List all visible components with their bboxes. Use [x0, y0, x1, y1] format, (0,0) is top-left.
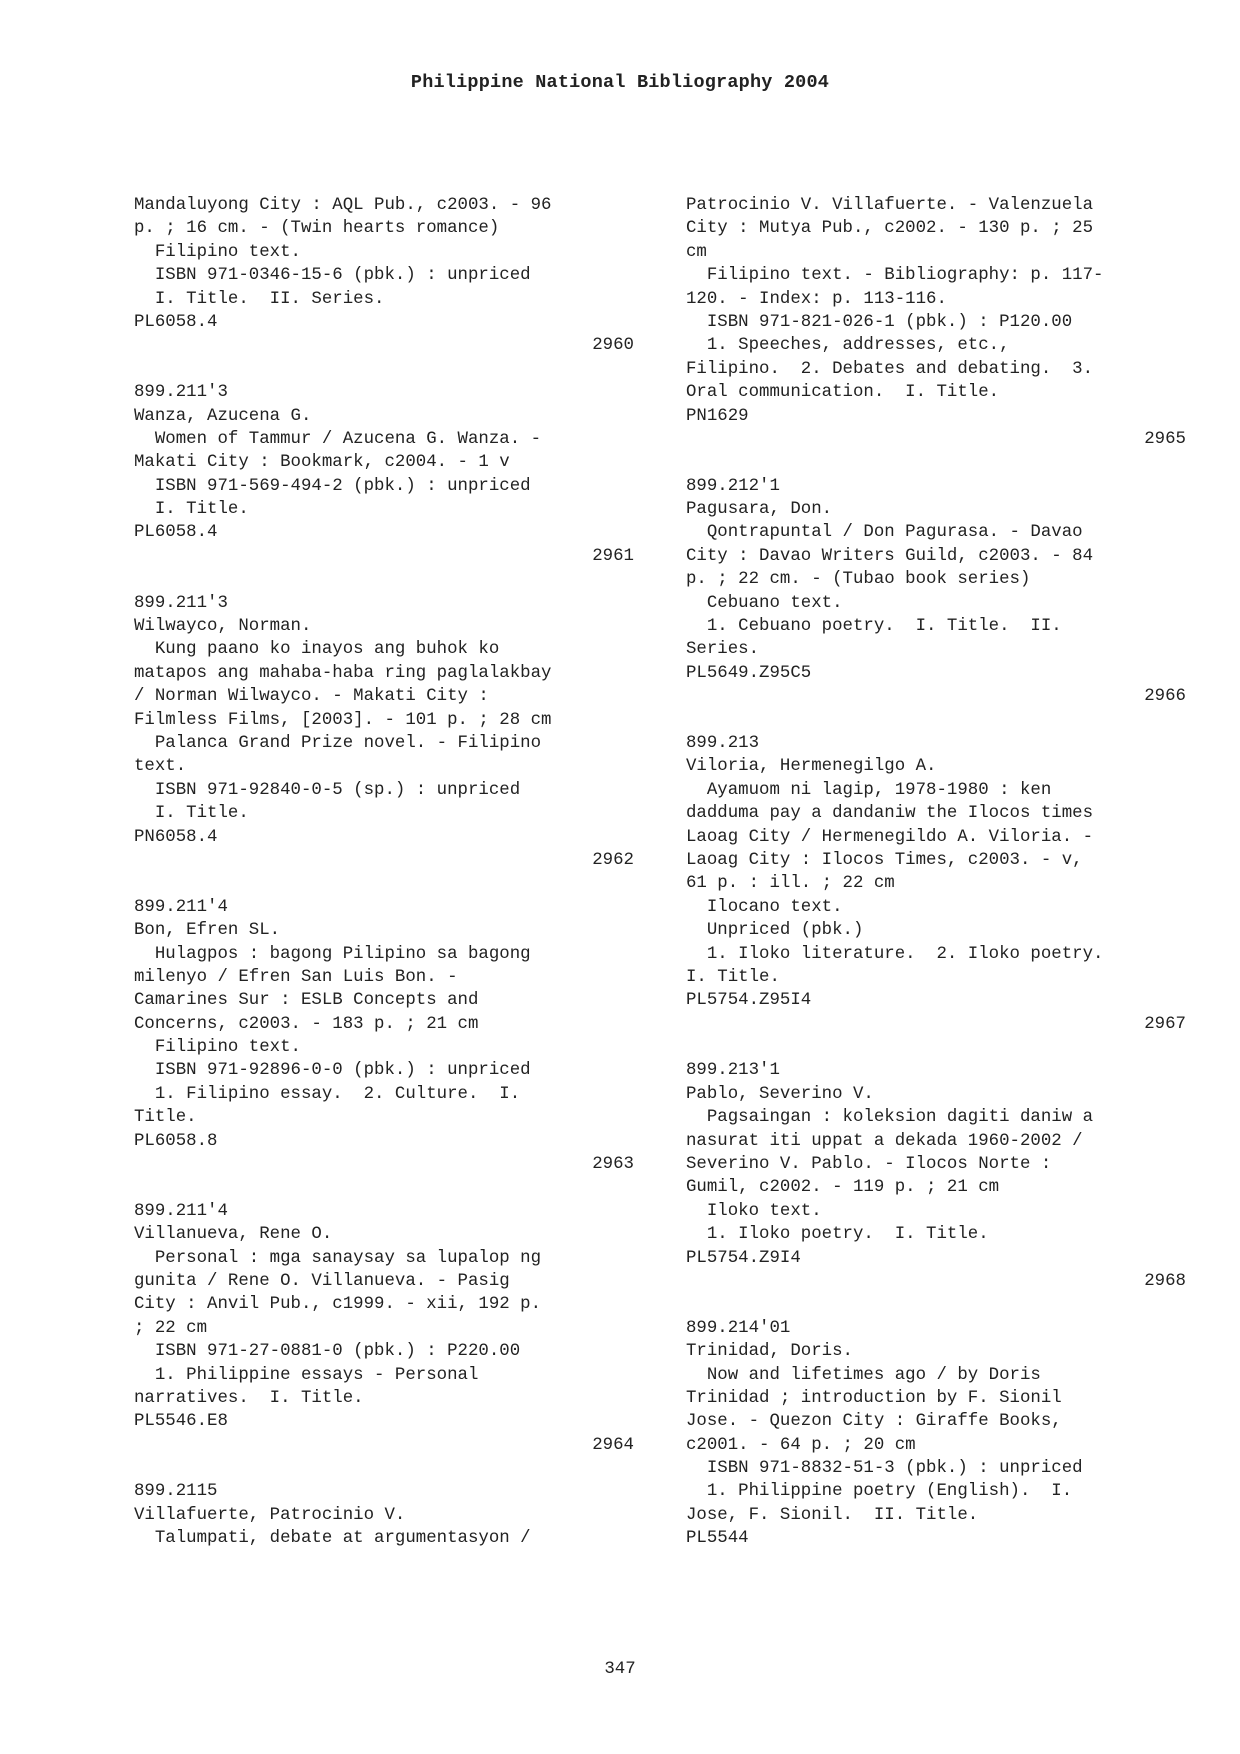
entry-line: text. — [134, 757, 187, 777]
entry-line: Ilocano text. — [686, 897, 843, 917]
entry-line: 1. Filipino essay. 2. Culture. I. — [134, 1084, 521, 1104]
entry-line: Wanza, Azucena G. — [134, 406, 312, 426]
entry-line: / Norman Wilwayco. - Makati City : — [134, 687, 489, 707]
entry-line: c2001. - 64 p. ; 20 cm — [686, 1435, 916, 1455]
entry-line: PL5649.Z95C5 — [686, 663, 812, 683]
entry-line: Filmless Films, [2003]. - 101 p. ; 28 cm — [134, 710, 552, 730]
entry-line: Iloko text. — [686, 1201, 822, 1221]
entry-line: PL6058.8 — [134, 1131, 218, 1151]
entry-line: City : Anvil Pub., c1999. - xii, 192 p. — [134, 1295, 542, 1315]
entry-line: ISBN 971-92896-0-0 (pbk.) : unpriced — [134, 1061, 531, 1081]
page-number: 347 — [604, 1660, 636, 1679]
entry-line: ISBN 971-821-026-1 (pbk.) : P120.00 — [686, 312, 1073, 332]
entry-line: Filipino. 2. Debates and debating. 3. — [686, 359, 1094, 379]
entry-line: Talumpati, debate at argumentasyon / — [134, 1529, 531, 1549]
entry-line: Women of Tammur / Azucena G. Wanza. - — [134, 429, 542, 449]
entry-line: Pablo, Severino V. — [686, 1084, 874, 1104]
entry-line: 899.211'3 — [134, 383, 228, 403]
blank-line — [686, 451, 1186, 474]
entry-line: 120. - Index: p. 113-116. — [686, 289, 947, 309]
entry-line: Hulagpos : bagong Pilipino sa bagong — [134, 944, 531, 964]
entry-line: Villafuerte, Patrocinio V. — [134, 1505, 406, 1525]
entry-line: Makati City : Bookmark, c2004. - 1 v — [134, 453, 510, 473]
entry-number: 2966 — [1144, 687, 1186, 707]
blank-line — [686, 1036, 1186, 1059]
entry-number: 2963 — [592, 1155, 634, 1175]
entry-number: 2962 — [592, 850, 634, 870]
entry-line: 899.212'1 — [686, 476, 780, 496]
entry-line: City : Davao Writers Guild, c2003. - 84 — [686, 546, 1094, 566]
entry-line: PL6058.4 — [134, 312, 218, 332]
entry-number: 2967 — [1144, 1014, 1186, 1034]
entry-line: Camarines Sur : ESLB Concepts and — [134, 991, 479, 1011]
left-column — [134, 194, 634, 1551]
entry-line: Jose. - Quezon City : Giraffe Books, — [686, 1412, 1062, 1432]
entry-line: Laoag City / Hermenegildo A. Viloria. - — [686, 827, 1094, 847]
blank-line — [134, 1457, 634, 1480]
entry-line: Qontrapuntal / Don Pagurasa. - Davao — [686, 523, 1083, 543]
entry-line: Unpriced (pbk.) — [686, 921, 864, 941]
entry-number: 2960 — [592, 336, 634, 356]
entry-line: Oral communication. I. Title. — [686, 383, 1000, 403]
entry-line: PL5754.Z9I4 — [686, 1248, 801, 1268]
entry-line: PL5754.Z95I4 — [686, 991, 812, 1011]
entry-line: Wilwayco, Norman. — [134, 617, 312, 637]
entry-line: 1. Iloko poetry. I. Title. — [686, 1225, 989, 1245]
entry-line: Concerns, c2003. - 183 p. ; 21 cm — [134, 1014, 479, 1034]
entry-line: Now and lifetimes ago / by Doris — [686, 1365, 1041, 1385]
entry-line: Severino V. Pablo. - Ilocos Norte : — [686, 1155, 1052, 1175]
entry-number: 2961 — [592, 546, 634, 566]
entry-line: Laoag City : Ilocos Times, c2003. - v, — [686, 850, 1083, 870]
entry-line: Viloria, Hermenegilgo A. — [686, 757, 937, 777]
blank-line — [134, 1176, 634, 1199]
entry-line: PL6058.4 — [134, 523, 218, 543]
entry-line: Kung paano ko inayos ang buhok ko — [134, 640, 500, 660]
entry-line: Patrocinio V. Villafuerte. - Valenzuela — [686, 196, 1094, 215]
entry-line: 1. Speeches, addresses, etc., — [686, 336, 1010, 356]
entry-number: 2964 — [592, 1435, 634, 1455]
entry-line: 61 p. : ill. ; 22 cm — [686, 874, 895, 894]
entry-line: I. Title. II. Series. — [134, 289, 385, 309]
entry-line: ; 22 cm — [134, 1318, 208, 1338]
blank-line — [686, 709, 1186, 732]
right-column — [686, 194, 1186, 1551]
entry-line: City : Mutya Pub., c2002. - 130 p. ; 25 — [686, 219, 1094, 239]
entry-line: ISBN 971-27-0881-0 (pbk.) : P220.00 — [134, 1342, 521, 1362]
page-header-title: Philippine National Bibliography 2004 — [410, 72, 830, 93]
entry-line: I. Title. — [134, 804, 249, 824]
entry-line: ISBN 971-0346-15-6 (pbk.) : unpriced — [134, 266, 531, 286]
entry-line: p. ; 22 cm. - (Tubao book series) — [686, 570, 1031, 590]
entry-line: matapos ang mahaba-haba ring paglalakbay — [134, 663, 552, 683]
blank-line — [134, 872, 634, 895]
entry-line: 1. Cebuano poetry. I. Title. II. — [686, 617, 1062, 637]
entry-line: ISBN 971-92840-0-5 (sp.) : unpriced — [134, 780, 521, 800]
entry-line: PN1629 — [686, 406, 749, 426]
entry-line: Title. — [134, 1108, 197, 1128]
entry-line: ISBN 971-569-494-2 (pbk.) : unpriced — [134, 476, 531, 496]
entry-line: p. ; 16 cm. - (Twin hearts romance) — [134, 219, 500, 239]
entry-line: 1. Iloko literature. 2. Iloko poetry. — [686, 944, 1104, 964]
entry-line: Trinidad ; introduction by F. Sionil — [686, 1388, 1062, 1408]
entry-line: Series. — [686, 640, 760, 660]
entry-line: PL5546.E8 — [134, 1412, 228, 1432]
blank-line — [686, 1293, 1186, 1316]
entry-line: Cebuano text. — [686, 593, 843, 613]
entry-line: Filipino text. - Bibliography: p. 117- — [686, 266, 1104, 286]
blank-line — [134, 568, 634, 591]
entry-line: Palanca Grand Prize novel. - Filipino — [134, 733, 542, 753]
blank-line — [134, 358, 634, 381]
entry-line: Filipino text. — [134, 1038, 301, 1058]
entry-line: Jose, F. Sionil. II. Title. — [686, 1505, 979, 1525]
entry-line: I. Title. — [686, 967, 780, 987]
entry-line: Villanueva, Rene O. — [134, 1225, 333, 1245]
entry-line: Filipino text. — [134, 242, 301, 262]
entry-line: 1. Philippine poetry (English). I. — [686, 1482, 1073, 1502]
entry-line: 899.211'4 — [134, 1201, 228, 1221]
entry-line: nasurat iti uppat a dekada 1960-2002 / — [686, 1131, 1083, 1151]
entry-line: milenyo / Efren San Luis Bon. - — [134, 967, 458, 987]
entry-number: 2965 — [1144, 429, 1186, 449]
entry-line: 899.214'01 — [686, 1318, 791, 1338]
entry-line: narratives. I. Title. — [134, 1388, 364, 1408]
entry-line: 899.211'3 — [134, 593, 228, 613]
entry-line: 899.211'4 — [134, 897, 228, 917]
entry-line: Personal : mga sanaysay sa lupalop ng — [134, 1248, 542, 1268]
entry-line: gunita / Rene O. Villanueva. - Pasig — [134, 1271, 510, 1291]
entry-line: Ayamuom ni lagip, 1978-1980 : ken — [686, 780, 1052, 800]
entry-line: ISBN 971-8832-51-3 (pbk.) : unpriced — [686, 1459, 1083, 1479]
entry-line: 899.2115 — [134, 1482, 218, 1502]
entry-line: 899.213'1 — [686, 1061, 780, 1081]
entry-line: Bon, Efren SL. — [134, 921, 281, 941]
entry-line: PN6058.4 — [134, 827, 218, 847]
entry-line: PL5544 — [686, 1529, 749, 1549]
entry-line: cm — [686, 242, 707, 262]
entry-line: Mandaluyong City : AQL Pub., c2003. - 96 — [134, 196, 552, 215]
entry-line: dadduma pay a dandaniw the Ilocos times — [686, 804, 1094, 824]
entry-number: 2968 — [1144, 1271, 1186, 1291]
entry-line: Gumil, c2002. - 119 p. ; 21 cm — [686, 1178, 1000, 1198]
entry-line: Pagsaingan : koleksion dagiti daniw a — [686, 1108, 1094, 1128]
entry-line: 899.213 — [686, 733, 760, 753]
entry-line: Trinidad, Doris. — [686, 1342, 853, 1362]
entry-line: 1. Philippine essays - Personal — [134, 1365, 479, 1385]
entry-line: I. Title. — [134, 500, 249, 520]
entry-line: Pagusara, Don. — [686, 500, 833, 520]
